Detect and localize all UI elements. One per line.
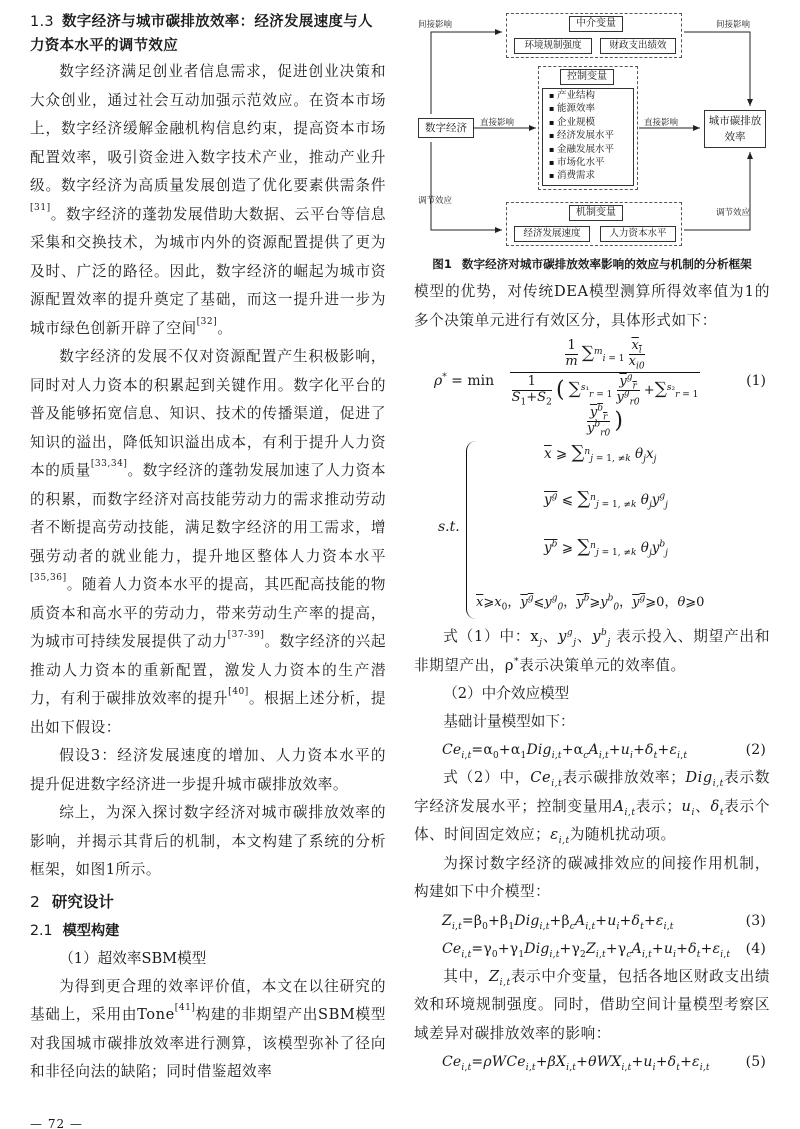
equation-2: $Ce_{i,t}=\alpha_0+\alpha_1Dig_{i,t}+\alpha_cA_{i,t}+u_i+\delta_t+\varepsilon_{i,t}$ (2) [414,736,770,764]
citation: [41] [174,1003,196,1013]
arrow-moderation-left [431,142,502,230]
section-heading-1-3 [30,10,386,58]
right-column [414,10,770,1076]
equation-number: (5) [745,1054,766,1070]
mechanism-econ-speed: 经济发展速度 [514,226,590,242]
equation-1-constraints: s.t. $\overline{x}$ ⩾ ∑$^n_{j = 1, \ne k}$ $\theta_jx_j$ $y^g$ ⩽ ∑$^n_{j = 1, \ne k}$ $\theta_jy^g_j$ $y^b$ ⩾ ∑$^n_{j = 1, \ne k}$ $\theta_jy^b_j$ $\overline{x}⩾x_0$，$y^g⩽y^g_0$，$y^b⩾y^b_0$，$y^g⩾0$，θ⩾0 [414,437,770,623]
paragraph-framework-intro: 综上，为深入探讨数字经济对城市碳排放效率的影响，并揭示其背后的机制，本文构建了系统的分析框架，如图1所示。 [30,804,386,878]
left-column [30,10,386,1087]
equation-number: (2) [745,742,766,758]
control-title: 控制变量 [560,69,614,85]
mediator-env-regulation: 环境规制强度 [514,38,592,54]
constraint-brace [466,441,476,619]
hypothesis-3: 假设3：经济发展速度的增加、人力资本水平的提升促进数字经济进一步提升城市碳排放效率。 [30,747,386,793]
equation-number: (4) [745,940,766,957]
label-moderation-right: 调节效应 [716,208,751,218]
equation-number: (1) [746,373,766,389]
mediator-title: 中介变量 [569,16,623,32]
control-list-box [542,88,634,186]
control-item: ▪ 金融发展水平 [549,143,633,156]
label-indirect-left: 间接影响 [418,20,453,30]
citation: [35,36] [30,573,67,583]
mediator-fiscal-performance: 财政支出绩效 [600,38,676,54]
equation-number: (3) [745,912,766,929]
label-moderation-left: 调节效应 [418,196,453,206]
arrow-indirect-right [684,32,750,106]
paragraph-resource-allocation: 数字经济满足创业者信息需求，促进创业决策和大众创业，通过社会互动加强示范效应。在资本市场上，数字经济缓解金融机构信息约束，提高资本市场配置效率，吸引资金进入数字技术产业，推动产业升级。数字经济为高质量发展创造了优化要素供需条件[31]。数字经济的蓬勃发展借助大数据、云平台等信息采集和交换技术，为城市内外的资源配置提供了更为及时、广泛的路径。因此，数字经济的崛起为城市资源配置效率的提升奠定了基础，而这一提升进一步为城市绿色创新开辟了空间[32]。 [30,63,386,337]
paragraph-super-efficiency: 模型的优势，对传统DEA模型测算所得效率值为1的多个决策单元进行有效区分，具体形式如下： [414,283,770,329]
control-item: ▪ 经济发展水平 [549,129,633,142]
control-item: ▪ 市场化水平 [549,156,633,169]
citation: [40] [228,687,249,697]
control-item: ▪ 企业规模 [549,116,633,129]
node-carbon-efficiency: 城市碳排放效率 [704,110,766,148]
control-variable-list [543,89,633,183]
citation: [37-39] [227,630,265,640]
equation-1-lhs: ρ* = min [434,372,495,389]
equation-1 [414,338,770,439]
control-item: ▪ 能源效率 [549,102,633,115]
text-base-model: 基础计量模型如下： [443,713,575,730]
subheading-mediation-model: （2）中介效应模型 [443,685,570,702]
section-title: 数字经济与城市碳排放效率：经济发展速度与人力资本水平的调节效应 [30,14,373,54]
paragraph-sbm: 为得到更合理的效率评价值，本文在以往研究的基础上，采用由Tone[41]构建的非期望产出SBM模型对我国城市碳排放效率进行测算，该模型弥补了径向和非径向法的缺陷；同时借鉴超效率 [30,977,386,1080]
paragraph-eq2-note: 式（2）中，$Ce_{i,t}$表示碳排放效率；Dig$_{i,t}$表示数字经济发展水平；控制变量用$A_{i,t}$表示；$u_i$、$\delta_t$表示个体、时间固定效应；$\varepsilon_{i,t}$为随机扰动项。 [414,769,770,846]
label-direct-left: 直接影响 [480,118,515,128]
label-direct-right: 直接影响 [644,118,679,128]
citation: [31] [30,202,51,213]
mechanism-human-capital: 人力资本水平 [600,226,676,242]
page-number: — 72 — [30,1117,83,1129]
heading-research-design: 2 研究设计 [30,892,114,911]
equation-3: $Z_{i,t}=\beta_0+\beta_1Dig_{i,t}+\beta_cA_{i,t}+u_i+\delta_t+\varepsilon_{i,t}$ (3) [414,907,770,935]
control-item: ▪ 消费需求 [549,169,633,182]
paragraph-eq1-note: 式（1）中：$x_j$、$y^g_j$、$y^b_j$ 表示投入、期望产出和非期望产出，ρ*表示决策单元的效率值。 [414,628,770,674]
section-number: 1.3 [30,14,54,30]
equation-4: $Ce_{i,t}=\gamma_0+\gamma_1Dig_{i,t}+\gamma_2Z_{i,t}+\gamma_cA_{i,t}+u_i+\delta_t+\varepsilon_{i,t}$ (4) [414,935,770,963]
citation: [32] [196,316,218,327]
constraint-label: s.t. [438,519,460,535]
control-item: ▪ 产业结构 [549,89,633,102]
figure-1-framework [414,10,770,248]
equation-1-fraction: $\frac{1}{m}$ ∑$^m_{i = 1}$ $\frac{x_i}{x_{i0}}$ $\frac{1}{S_1+S_2}$ ( ∑$^{s_1}_{r = 1}$ $\frac{y^g_r}{y^g_{r0}}$ +∑$^{s_2}_{r = 1}$ $\frac{y^b_r}{y^b_{r0}}$ ) [511,338,699,439]
mechanism-title: 机制变量 [569,205,623,221]
paragraph-mediation-intro: 为探讨数字经济的碳减排效应的间接作用机制，构建如下中介模型： [414,854,770,900]
equation-5: $Ce_{i,t}=\rho WCe_{i,t}+\beta X_{i,t}+\theta WX_{i,t}+u_i+\delta_t+\varepsilon_{i,t}$ (5) [414,1048,770,1076]
label-indirect-right: 间接影响 [716,20,751,30]
citation: [33,34] [90,459,128,469]
arrow-moderation-right [684,152,750,230]
arrow-indirect-left [431,32,502,114]
paragraph-mediator-definition: 其中，$Z_{i,t}$表示中介变量，包括各地区财政支出绩效和环境规制强度。同时，借助空间计量模型考察区域差异对碳排放效率的影响： [414,967,770,1042]
paragraph-human-capital: 数字经济的发展不仅对资源配置产生积极影响，同时对人力资本的积累起到关键作用。数字化平台的普及能够拓宽信息、知识、技术的传播渠道，促进了知识的溢出，降低知识溢出成本，有利于提升人力资本的质量[33,34]。数字经济的蓬勃发展加速了人力资本的积累，而数字经济对高技能劳动力的需求推动劳动者不断提高劳动技能，满足数字经济的用工需求，增强劳动者的就业能力，提升地区整体人力资本水平[35,36]。随着人力资本水平的提高，其匹配高技能的物质资本和高水平的劳动力，带来劳动生产率的提高，为城市可持续发展提供了动力[37-39]。数字经济的兴起推动人力资本的重新配置，激发人力资本的生产潜力，有利于碳排放效率的提升[40]。根据上述分析，提出如下假设： [30,348,387,736]
node-digital-economy: 数字经济 [418,118,474,138]
figure-caption: 图1 数字经济对城市碳排放效率影响的效应与机制的分析框架 [432,257,752,271]
subheading-super-sbm: （1）超效率SBM模型 [59,949,207,967]
heading-model-construction: 2.1 模型构建 [30,922,120,939]
